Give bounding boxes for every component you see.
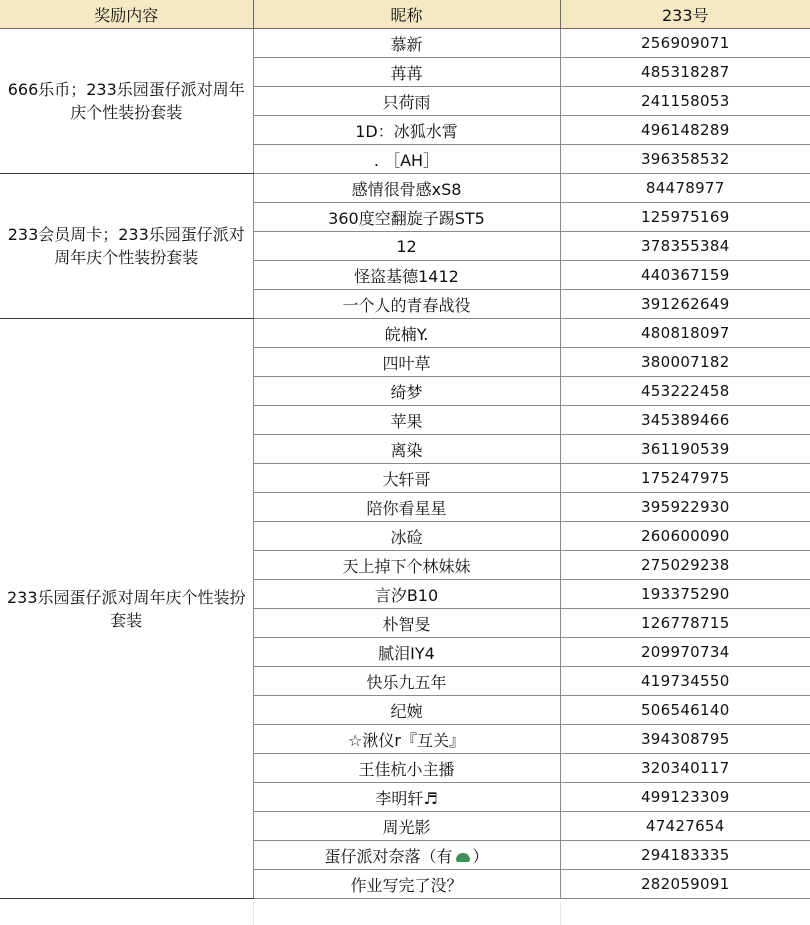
nickname-cell (253, 551, 560, 580)
nickname-cell (253, 348, 560, 377)
table-row (0, 29, 810, 58)
table-row (0, 319, 810, 348)
nickname-text: 感情很骨感xS8 (351, 179, 462, 199)
id-cell: 84478977 (560, 174, 810, 203)
nickname-text: 大轩哥 (382, 469, 431, 489)
reward-cell: 233会员周卡；233乐园蛋仔派对周年庆个性装扮套装 (0, 174, 253, 319)
nickname-cell (253, 435, 560, 464)
id-cell: 260600090 (560, 522, 810, 551)
id-cell: 499123309 (560, 783, 810, 812)
nickname-text: 作业写完了没？ (350, 875, 463, 895)
empty-trailing-row (0, 902, 810, 925)
nickname-text: 腻泪IY4 (378, 643, 435, 663)
nickname-cell (253, 29, 560, 58)
id-cell: 282059091 (560, 870, 810, 899)
nickname-cell (253, 841, 560, 870)
nickname-cell (253, 580, 560, 609)
nickname-cell (253, 667, 560, 696)
nickname-cell (253, 725, 560, 754)
id-cell: 241158053 (560, 87, 810, 116)
nickname-text: 只荷雨 (382, 92, 431, 112)
nickname-cell (253, 638, 560, 667)
id-cell: 125975169 (560, 203, 810, 232)
nickname-text: 慕新 (390, 34, 423, 54)
nickname-text: 离染 (390, 440, 423, 460)
nickname-cell (253, 377, 560, 406)
id-cell: 256909071 (560, 29, 810, 58)
id-cell: 440367159 (560, 261, 810, 290)
id-cell: 175247975 (560, 464, 810, 493)
nickname-cell (253, 145, 560, 174)
table-body (0, 29, 810, 899)
reward-cell: 666乐币；233乐园蛋仔派对周年庆个性装扮套装 (0, 29, 253, 174)
id-cell: 345389466 (560, 406, 810, 435)
nickname-cell (253, 290, 560, 319)
id-cell: 496148289 (560, 116, 810, 145)
id-cell: 47427654 (560, 812, 810, 841)
header-reward: 奖励内容 (0, 0, 253, 29)
id-cell: 126778715 (560, 609, 810, 638)
nickname-text: 12 (396, 236, 417, 256)
id-cell: 193375290 (560, 580, 810, 609)
nickname-text: ☆湫仪r『互关』 (348, 730, 465, 750)
nickname-cell (253, 870, 560, 899)
nickname-cell (253, 319, 560, 348)
id-cell: 378355384 (560, 232, 810, 261)
nickname-cell (253, 464, 560, 493)
nickname-text: 周光影 (382, 817, 431, 837)
nickname-text: 四叶草 (382, 353, 431, 373)
nickname-cell (253, 203, 560, 232)
nickname-text: 李明轩♬ (375, 788, 438, 808)
nickname-text: 朴智旻 (382, 614, 431, 634)
nickname-text: 怪盗基德1412 (354, 266, 459, 286)
nickname-cell (253, 232, 560, 261)
nickname-text: 纪婉 (390, 701, 423, 721)
header-nickname: 昵称 (253, 0, 560, 29)
nickname-cell (253, 754, 560, 783)
nickname-text: 360度空翻旋子踢ST5 (328, 208, 485, 228)
id-cell: 506546140 (560, 696, 810, 725)
id-cell: 396358532 (560, 145, 810, 174)
id-cell: 380007182 (560, 348, 810, 377)
id-cell: 485318287 (560, 58, 810, 87)
nickname-text: 冰硷 (390, 527, 423, 547)
id-cell: 391262649 (560, 290, 810, 319)
nickname-cell (253, 812, 560, 841)
id-cell: 395922930 (560, 493, 810, 522)
nickname-cell (253, 174, 560, 203)
reward-cell: 233乐园蛋仔派对周年庆个性装扮套装 (0, 319, 253, 899)
nickname-cell (253, 261, 560, 290)
id-cell: 361190539 (560, 435, 810, 464)
turtle-icon (456, 853, 470, 862)
nickname-cell (253, 696, 560, 725)
id-cell: 419734550 (560, 667, 810, 696)
id-cell: 480818097 (560, 319, 810, 348)
nickname-suffix: ） (472, 846, 489, 866)
nickname-text: 天上掉下个林妹妹 (342, 556, 471, 576)
header-id: 233号 (560, 0, 810, 29)
nickname-text: 皖楠Y. (384, 324, 429, 344)
nickname-cell (253, 406, 560, 435)
nickname-cell (253, 116, 560, 145)
nickname-text: 蛋仔派对奈落（有 (324, 846, 453, 866)
nickname-text: 陪你看星星 (366, 498, 447, 518)
nickname-text: 苒苒 (390, 63, 423, 83)
nickname-text: 1D：冰狐水霄 (355, 121, 458, 141)
header-row (0, 0, 810, 29)
nickname-cell (253, 493, 560, 522)
id-cell: 275029238 (560, 551, 810, 580)
nickname-cell (253, 522, 560, 551)
nickname-text: . ［AH］ (373, 150, 440, 170)
id-cell: 294183335 (560, 841, 810, 870)
nickname-text: 王佳杭小主播 (358, 759, 455, 779)
nickname-text: 言汐B10 (374, 585, 439, 605)
nickname-cell (253, 783, 560, 812)
nickname-text: 绮梦 (390, 382, 423, 402)
nickname-cell (253, 87, 560, 116)
id-cell: 453222458 (560, 377, 810, 406)
nickname-text: 快乐九五年 (366, 672, 447, 692)
nickname-text: 一个人的青春战役 (342, 295, 471, 315)
nickname-text: 苹果 (390, 411, 423, 431)
id-cell: 320340117 (560, 754, 810, 783)
id-cell: 209970734 (560, 638, 810, 667)
nickname-cell (253, 58, 560, 87)
nickname-cell (253, 609, 560, 638)
table-row (0, 174, 810, 203)
id-cell: 394308795 (560, 725, 810, 754)
